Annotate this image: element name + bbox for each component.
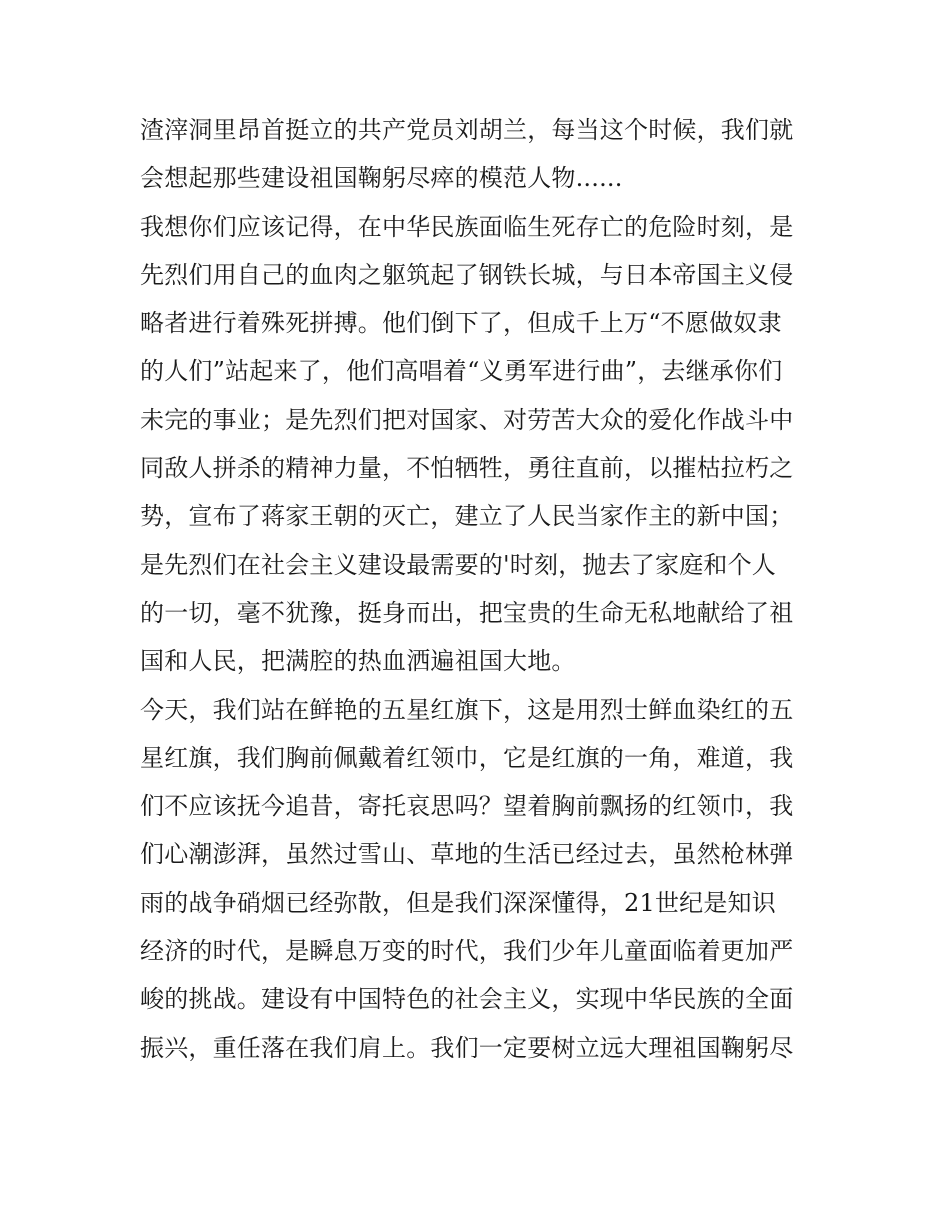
text-line: 渣滓洞里昂首挺立的共产党员刘胡兰，每当这个时候，我们就	[140, 116, 794, 144]
text-line: 今天，我们站在鲜艳的五星红旗下，这是用烈士鲜血染红的五	[140, 695, 794, 724]
text-line: 国和人民，把满腔的热血洒遍祖国大地。	[140, 647, 576, 676]
text-line: 峻的挑战。建设有中国特色的社会主义，实现中华民族的全面	[140, 985, 794, 1014]
text-line: 我想你们应该记得，在中华民族面临生死存亡的危险时刻，是	[140, 212, 794, 241]
text-line: 星红旗，我们胸前佩戴着红领巾，它是红旗的一角，难道，我	[140, 743, 794, 772]
body-text	[140, 106, 820, 1072]
text-line: 们心潮澎湃，虽然过雪山、草地的生活已经过去，虽然枪林弹	[140, 840, 794, 869]
text-line: 未完的事业；是先烈们把对国家、对劳苦大众的爱化作战斗中	[140, 405, 794, 434]
text-line: 经济的时代，是瞬息万变的时代，我们少年儿童面临着更加严	[140, 937, 794, 966]
text-line: 略者进行着殊死拼搏。他们倒下了，但成千上万“不愿做奴隶	[140, 309, 782, 338]
text-line: 们不应该抚今追昔，寄托哀思吗？望着胸前飘扬的红领巾，我	[140, 792, 794, 821]
text-line: 的人们”站起来了，他们高唱着“义勇军进行曲”，去继承你们	[140, 357, 783, 386]
text-line: 振兴，重任落在我们肩上。我们一定要树立远大理祖国鞠躬尽	[140, 1033, 794, 1062]
text-line: 是先烈们在社会主义建设最需要的'时刻，抛去了家庭和个人	[140, 550, 776, 579]
text-line: 势，宣布了蒋家王朝的灭亡，建立了人民当家作主的新中国；	[140, 502, 794, 531]
text-line: 同敌人拼杀的精神力量，不怕牺牲，勇往直前，以摧枯拉朽之	[140, 454, 794, 483]
text-line: 雨的战争硝烟已经弥散，但是我们深深懂得，21世纪是知识	[140, 888, 776, 917]
text-line: 的一切，毫不犹豫，挺身而出，把宝贵的生命无私地献给了祖	[140, 598, 794, 627]
text-line: 先烈们用自己的血肉之躯筑起了钢铁长城，与日本帝国主义侵	[140, 260, 794, 289]
text-line: 会想起那些建设祖国鞠躬尽瘁的模范人物......	[140, 164, 623, 193]
